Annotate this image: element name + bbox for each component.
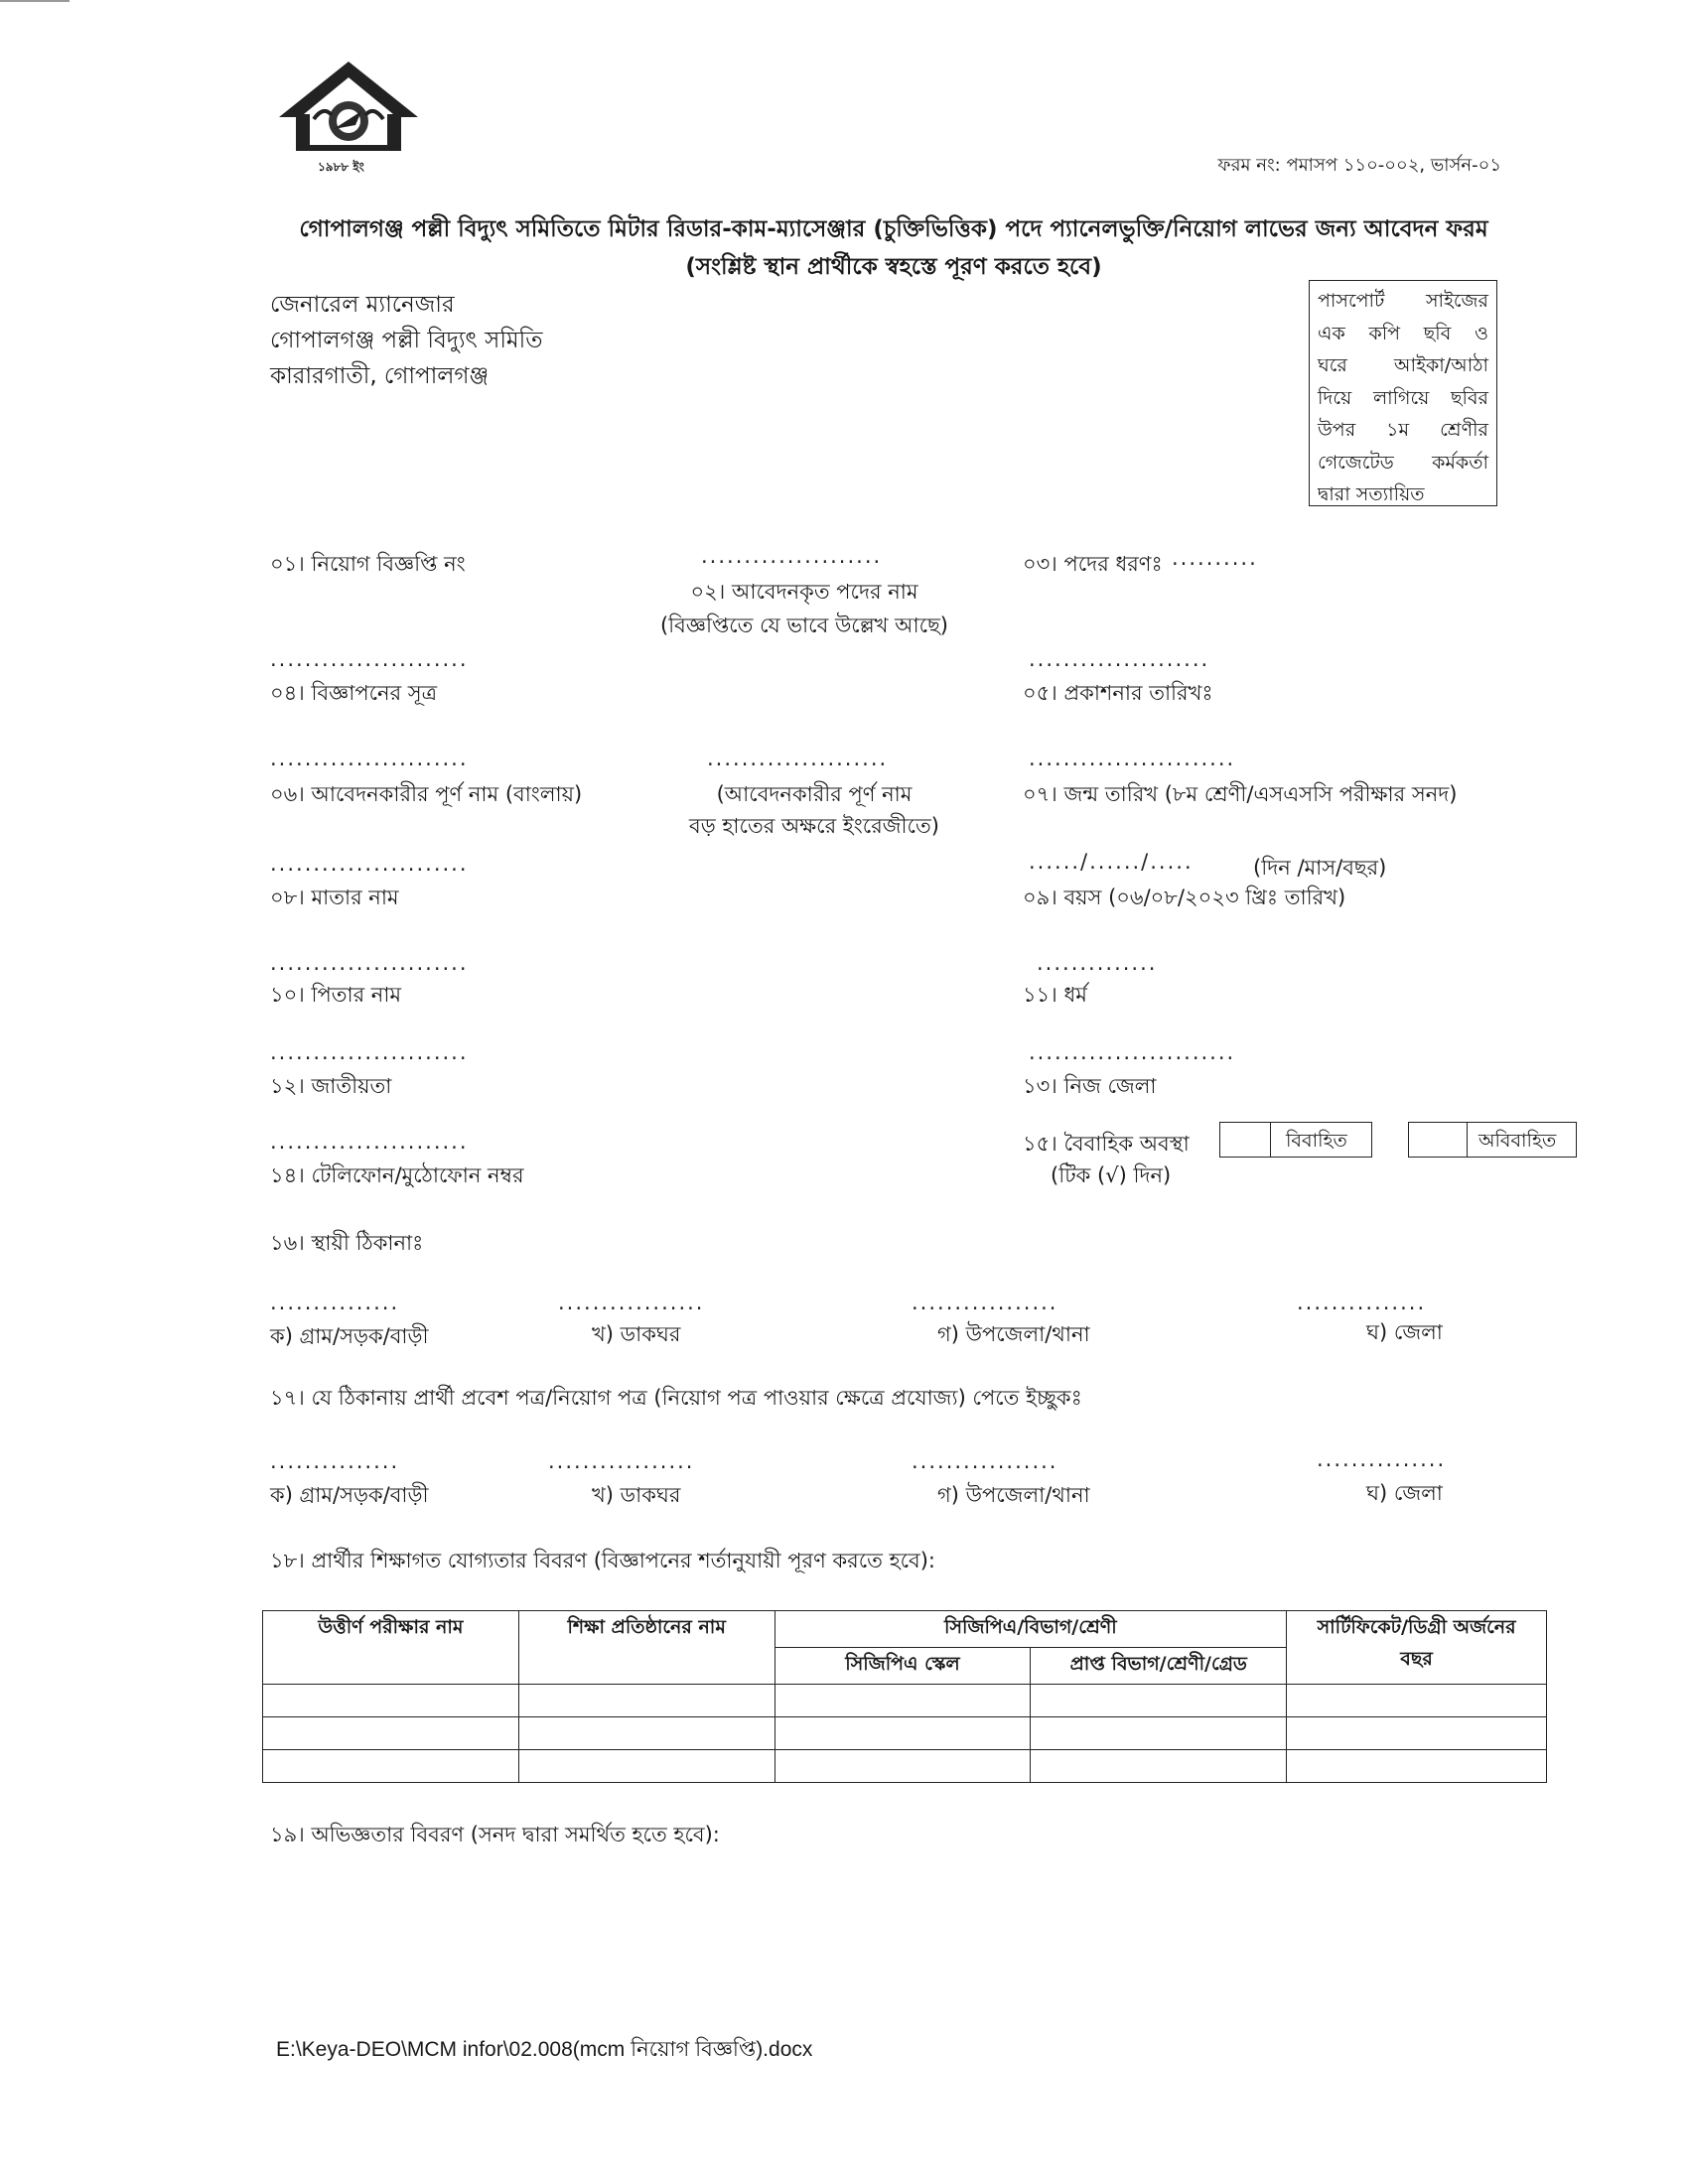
photo-note-line <box>1318 382 1488 415</box>
photo-note-line <box>1318 414 1488 447</box>
permanent-district-label: ঘ) জেলা <box>1366 1320 1443 1344</box>
mailing-upazila-label: গ) উপজেলা/থানা <box>937 1483 1090 1507</box>
permanent-postoffice-input[interactable]: ................. <box>558 1291 705 1314</box>
photo-note-word: লাগিয়ে <box>1372 386 1430 409</box>
mailing-district-input[interactable]: ............... <box>1317 1447 1447 1471</box>
field-08-input[interactable]: ....................... <box>270 951 469 975</box>
photo-note-word: ১ম <box>1386 419 1410 441</box>
photo-note-word: পাসপোর্ট <box>1318 290 1385 312</box>
field-03-label: ০৩। পদের ধরণঃ <box>1023 552 1163 576</box>
field-06b-input[interactable]: ..................... <box>707 747 889 770</box>
table-cell[interactable] <box>263 1717 519 1750</box>
field-05-label: ০৫। প্রকাশনার তারিখঃ <box>1023 681 1213 705</box>
table-cell[interactable] <box>774 1685 1031 1717</box>
address-line-1: জেনারেল ম্যানেজার <box>270 292 455 318</box>
field-04-label: ০৪। বিজ্ঞাপনের সূত্র <box>270 681 438 705</box>
field-06-input[interactable]: ....................... <box>270 852 469 876</box>
unmarried-checkbox[interactable] <box>1408 1122 1577 1158</box>
mailing-upazila-input[interactable]: ................. <box>912 1449 1058 1473</box>
permanent-upazila-input[interactable]: ................. <box>912 1291 1058 1314</box>
table-cell[interactable] <box>1287 1685 1547 1717</box>
address-line-3: কারারগাতী, গোপালগঞ্জ <box>270 363 490 389</box>
table-cell[interactable] <box>263 1685 519 1717</box>
table-cell[interactable] <box>518 1685 774 1717</box>
field-01-label: ০১। নিয়োগ বিজ্ঞপ্তি নং <box>270 552 466 576</box>
permanent-village-label: ক) গ্রাম/সড়ক/বাড়ী <box>270 1324 429 1348</box>
table-cell[interactable] <box>1287 1750 1547 1783</box>
table-cell[interactable] <box>774 1717 1031 1750</box>
photo-note-word: ছবির <box>1451 386 1488 409</box>
form-title: গোপালগঞ্জ পল্লী বিদ্যুৎ সমিতিতে মিটার রিডার-কাম-ম্যাসেঞ্জার (চুক্তিভিত্তিক) পদে প্যানেলভুক্তি/নিয়োগ লাভের জন্য আবেদন ফরম <box>299 216 1488 242</box>
logo-caption: ১৯৮৮ ইং <box>318 160 364 174</box>
field-06b-label-line1: (আবেদনকারীর পূর্ণ নাম <box>716 782 913 806</box>
field-11-input[interactable]: ........................ <box>1029 1040 1236 1064</box>
field-15-note: (টিক (√) দিন) <box>1051 1163 1172 1187</box>
form-subtitle: (সংশ্লিষ্ট স্থান প্রার্থীকে স্বহস্তে পূরণ করতে হবে) <box>685 254 1102 280</box>
education-table <box>262 1610 1547 1783</box>
col-division-grade: প্রাপ্ত বিভাগ/শ্রেণী/গ্রেড <box>1031 1648 1287 1685</box>
table-cell[interactable] <box>1031 1685 1287 1717</box>
field-05-input[interactable]: ..................... <box>1029 647 1210 671</box>
col-year-line1: সার্টিফিকেট/ডিগ্রী অর্জনের <box>1317 1616 1516 1638</box>
col-exam-name: উত্তীর্ণ পরীক্ষার নাম <box>263 1611 519 1685</box>
unmarried-label: অবিবাহিত <box>1478 1130 1557 1152</box>
table-cell[interactable] <box>263 1750 519 1783</box>
mailing-village-input[interactable]: ............... <box>270 1449 400 1473</box>
field-11-label: ১১। ধর্ম <box>1023 983 1087 1007</box>
field-07-label: ০৭। জন্ম তারিখ (৮ম শ্রেণী/এসএসসি পরীক্ষার সনদ) <box>1023 782 1458 806</box>
photo-note-line <box>1318 478 1488 511</box>
table-cell[interactable] <box>1031 1717 1287 1750</box>
table-row <box>263 1750 1547 1783</box>
mailing-postoffice-label: খ) ডাকঘর <box>592 1483 681 1507</box>
table-cell[interactable] <box>518 1717 774 1750</box>
photo-attachment-box[interactable] <box>1309 280 1497 506</box>
permanent-postoffice-label: খ) ডাকঘর <box>592 1322 681 1346</box>
photo-note-line <box>1318 349 1488 382</box>
table-cell[interactable] <box>1031 1750 1287 1783</box>
field-03-input[interactable]: .......... <box>1172 546 1258 570</box>
field-01-input[interactable]: ....................... <box>270 647 469 671</box>
form-number: ফরম নং: পমাসপ ১১০-০০২, ভার্সন-০১ <box>1217 155 1501 176</box>
address-line-2: গোপালগঞ্জ পল্লী বিদ্যুৎ সমিতি <box>270 328 543 353</box>
photo-note-word: সাইজের <box>1425 290 1488 312</box>
field-06-label: ০৬। আবেদনকারীর পূর্ণ নাম (বাংলায়) <box>270 782 583 806</box>
field-08-label: ০৮। মাতার নাম <box>270 886 399 909</box>
table-row <box>263 1717 1547 1750</box>
field-04-input[interactable]: ....................... <box>270 747 469 770</box>
field-02-input[interactable]: ..................... <box>701 544 883 568</box>
date-format-hint: (দিন /মাস/বছর) <box>1253 856 1387 880</box>
photo-note-word: কপি <box>1368 322 1401 344</box>
married-checkbox[interactable] <box>1219 1122 1372 1158</box>
table-cell[interactable] <box>1287 1717 1547 1750</box>
mailing-postoffice-input[interactable]: ................. <box>548 1449 695 1473</box>
field-13-label: ১৩। নিজ জেলা <box>1023 1074 1157 1098</box>
photo-note-word: আইকা/আঠা <box>1393 354 1488 376</box>
field-14-label: ১৪। টেলিফোন/মুঠোফোন নম্বর <box>270 1163 524 1187</box>
file-path-footer: E:\Keya-DEO\MCM infor\02.008(mcm নিয়োগ বিজ্ঞপ্তি).docx <box>276 2038 813 2061</box>
field-02-note: (বিজ্ঞপ্তিতে যে ভাবে উল্লেখ আছে) <box>659 614 948 637</box>
mailing-village-label: ক) গ্রাম/সড়ক/বাড়ী <box>270 1483 429 1507</box>
date-of-birth-input[interactable]: ....../....../..... <box>1029 850 1194 874</box>
photo-note-word: দ্বারা সত্যায়িত <box>1318 483 1425 505</box>
photo-note-word: শ্রেণীর <box>1440 419 1488 441</box>
permanent-district-input[interactable]: ............... <box>1297 1291 1427 1314</box>
photo-note-word: ও <box>1474 322 1488 344</box>
table-cell[interactable] <box>774 1750 1031 1783</box>
logo-emblem-icon <box>274 60 423 159</box>
permanent-upazila-label: গ) উপজেলা/থানা <box>937 1322 1090 1346</box>
permanent-village-input[interactable]: ............... <box>270 1291 400 1314</box>
field-15-label: ১৫। বৈবাহিক অবস্থা <box>1023 1132 1190 1156</box>
field-16-label: ১৬। স্থায়ী ঠিকানাঃ <box>270 1231 424 1255</box>
photo-note-word: এক <box>1318 322 1345 344</box>
table-cell[interactable] <box>518 1750 774 1783</box>
field-07-input[interactable]: ........................ <box>1029 747 1236 770</box>
photo-note-word: উপর <box>1318 419 1356 441</box>
field-12-input[interactable]: ....................... <box>270 1130 469 1154</box>
photo-note-word: কর্মকর্তা <box>1432 451 1488 474</box>
field-09-input[interactable]: .............. <box>1037 951 1158 975</box>
photo-note-word: দিয়ে <box>1318 386 1352 409</box>
field-06b-label-line2: বড় হাতের অক্ষরে ইংরেজীতে) <box>689 814 939 838</box>
field-12-label: ১২। জাতীয়তা <box>270 1074 392 1098</box>
field-02-label: ০২। আবেদনকৃত পদের নাম <box>690 580 918 604</box>
mailing-district-label: ঘ) জেলা <box>1366 1481 1443 1505</box>
field-10-input[interactable]: ....................... <box>270 1040 469 1064</box>
photo-note-word: গেজেটেড <box>1318 451 1394 474</box>
col-cgpa-scale: সিজিপিএ স্কেল <box>774 1648 1031 1685</box>
field-09-label: ০৯। বয়স (০৬/০৮/২০২৩ খ্রিঃ তারিখ) <box>1023 886 1346 909</box>
col-year <box>1287 1611 1547 1685</box>
photo-note-line <box>1318 285 1488 318</box>
field-18-label: ১৮। প্রার্থীর শিক্ষাগত যোগ্যতার বিবরণ (বিজ্ঞাপনের শর্তানুযায়ী পূরণ করতে হবে): <box>270 1549 936 1572</box>
field-10-label: ১০। পিতার নাম <box>270 983 402 1007</box>
photo-note-line <box>1318 318 1488 350</box>
married-label: বিবাহিত <box>1286 1130 1347 1152</box>
col-institution: শিক্ষা প্রতিষ্ঠানের নাম <box>518 1611 774 1685</box>
col-year-line2: বছর <box>1400 1648 1433 1670</box>
table-row <box>263 1685 1547 1717</box>
photo-note-word: ঘরে <box>1318 354 1347 376</box>
logo <box>274 60 423 179</box>
photo-note-word: ছবি <box>1423 322 1452 344</box>
field-19-label: ১৯। অভিজ্ঞতার বিবরণ (সনদ দ্বারা সমর্থিত হতে হবে): <box>270 1823 720 1846</box>
scan-edge-mark <box>0 0 70 2</box>
col-result-group: সিজিপিএ/বিভাগ/শ্রেণী <box>774 1611 1287 1648</box>
photo-note-line <box>1318 447 1488 479</box>
field-17-label: ১৭। যে ঠিকানায় প্রার্থী প্রবেশ পত্র/নিয়োগ পত্র (নিয়োগ পত্র পাওয়ার ক্ষেত্রে প্রযোজ্য) পেতে ইচ্ছুকঃ <box>270 1386 1082 1410</box>
